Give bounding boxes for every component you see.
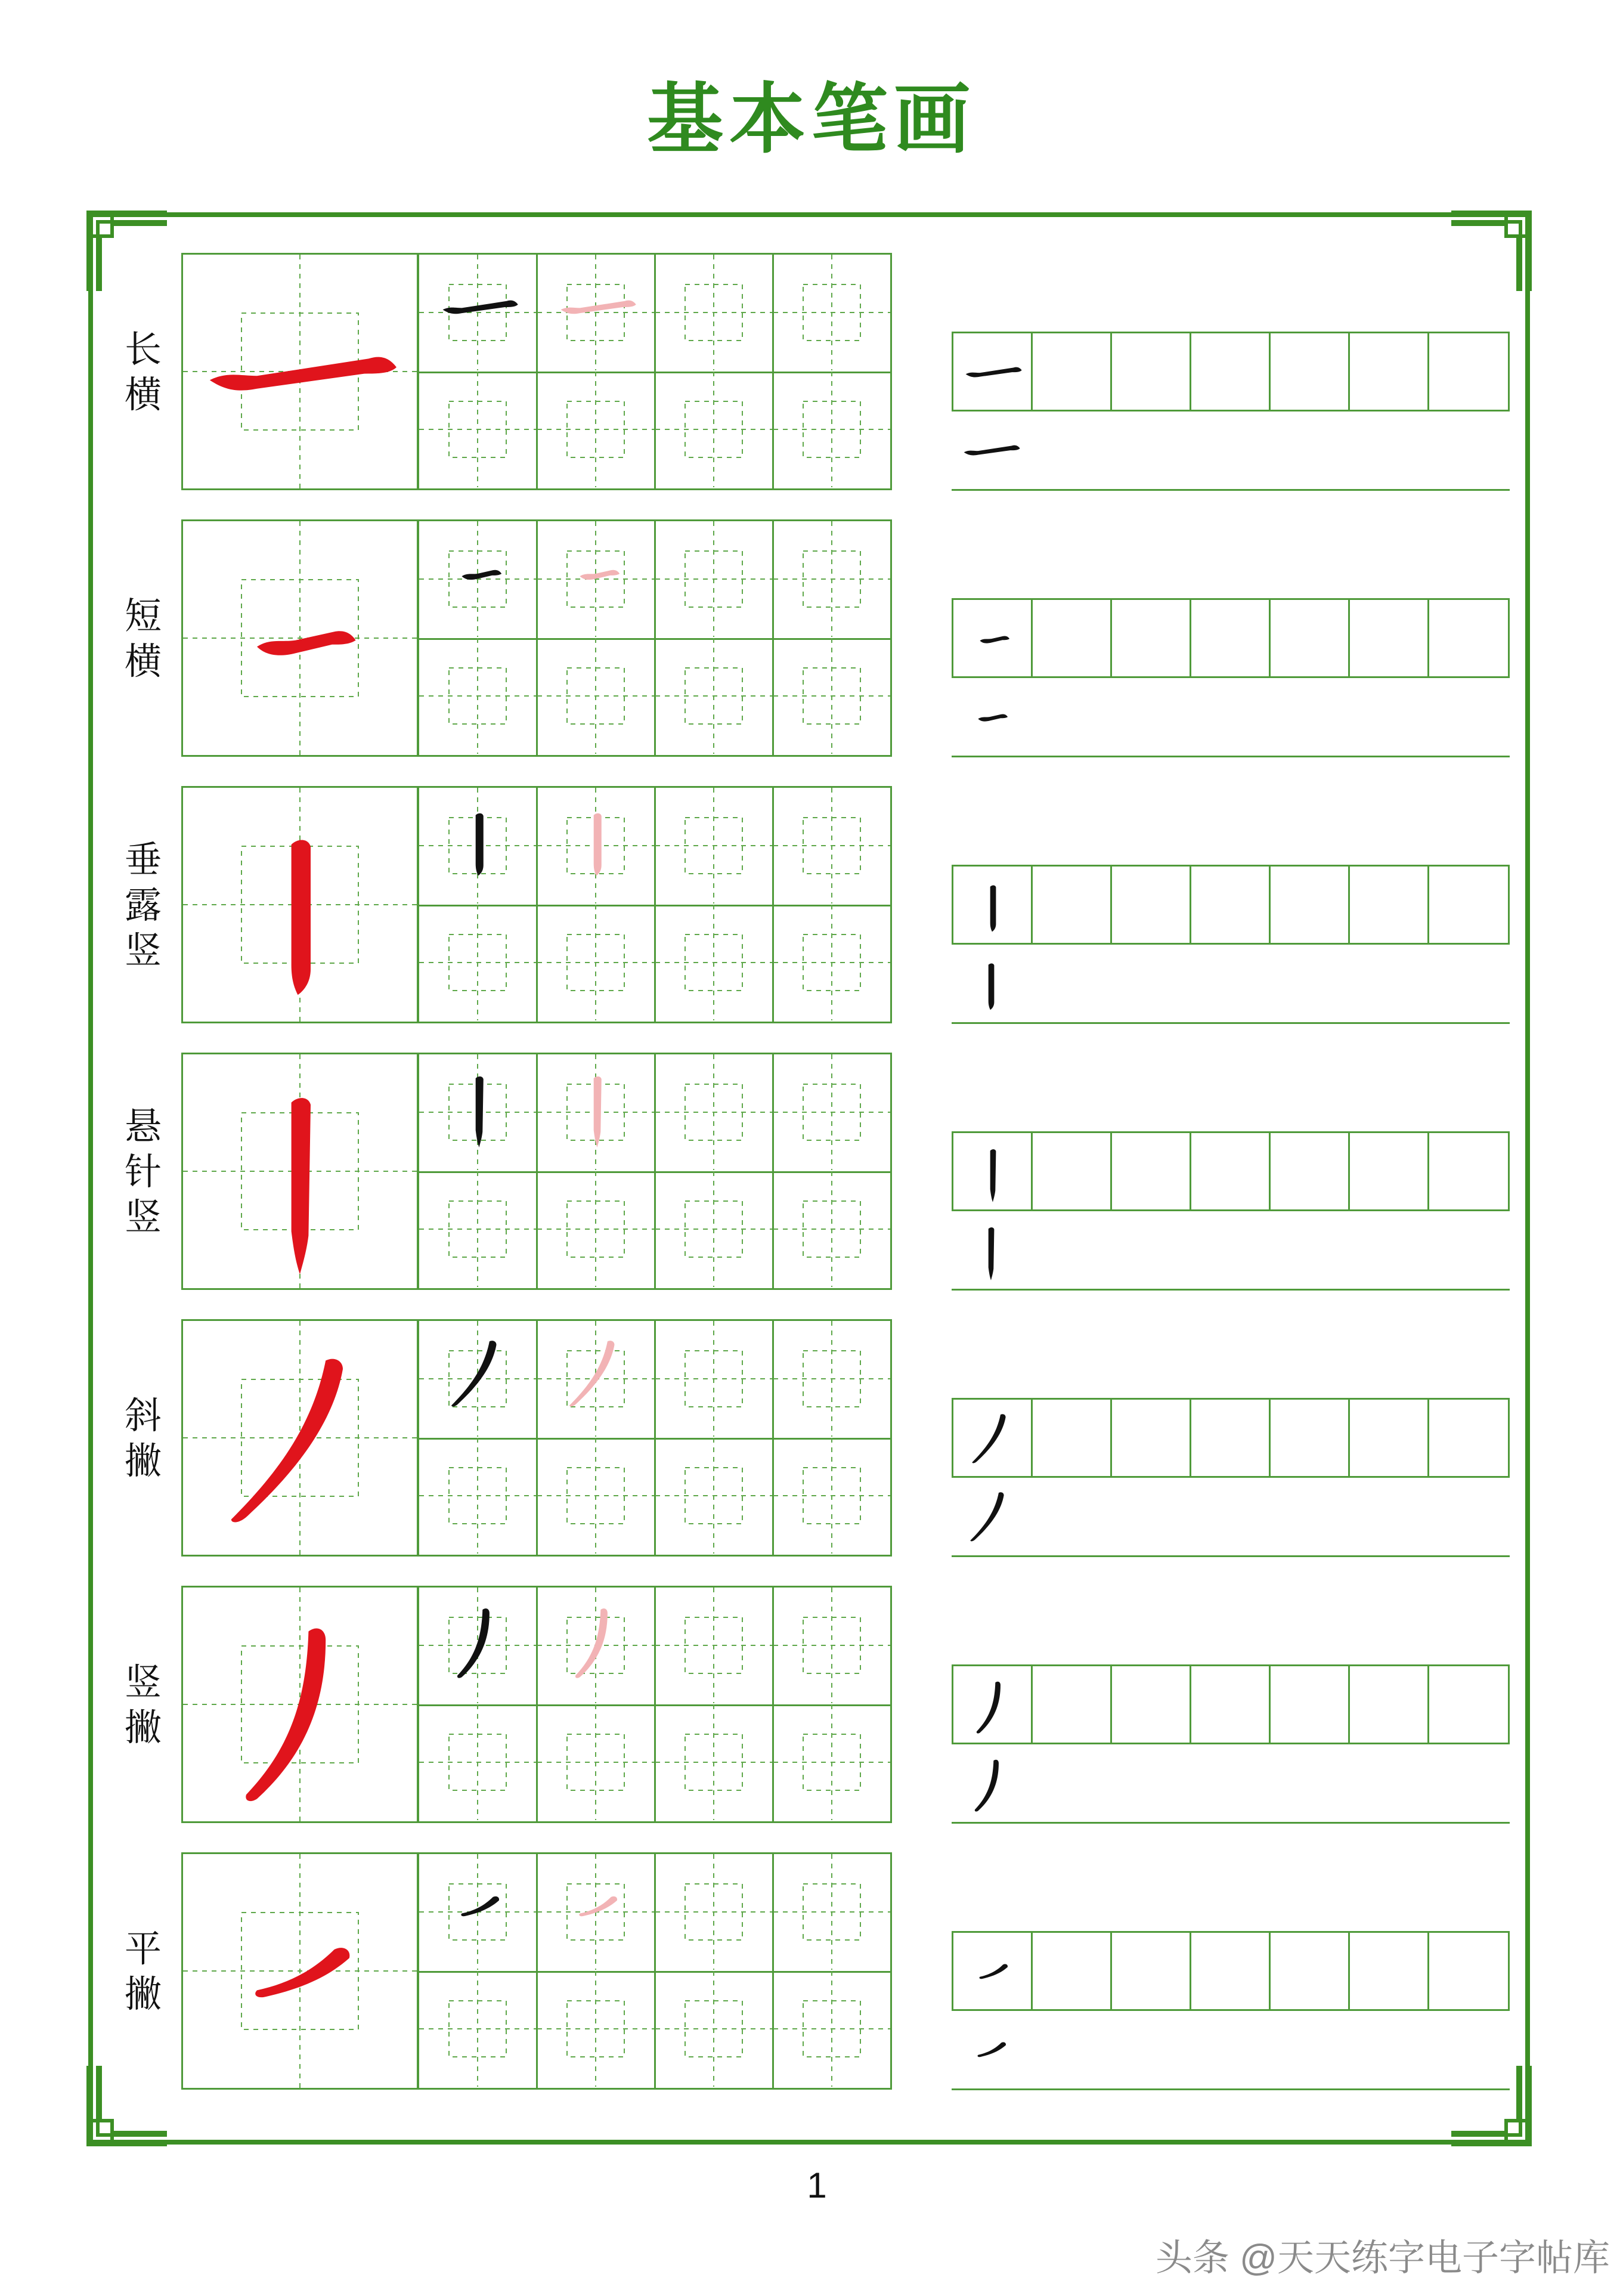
- sample-stroke: [980, 1964, 1008, 1979]
- practice-cell[interactable]: [537, 372, 656, 490]
- copy-box[interactable]: [1429, 1133, 1509, 1209]
- practice-grid: [417, 1586, 892, 1823]
- sample-stroke: [975, 1760, 999, 1812]
- practice-cell[interactable]: [537, 1588, 656, 1706]
- practice-cell[interactable]: [773, 905, 892, 1023]
- copy-box[interactable]: [1033, 333, 1112, 410]
- copy-box[interactable]: [1033, 1400, 1112, 1476]
- trace-stroke: [569, 1341, 614, 1406]
- practice-cell[interactable]: [655, 1321, 774, 1440]
- demo-stroke: [292, 1098, 311, 1274]
- sample-stroke: [970, 1492, 1003, 1541]
- writing-line[interactable]: [952, 1555, 1510, 1557]
- copy-box[interactable]: [1350, 867, 1429, 943]
- practice-cell[interactable]: [655, 372, 774, 490]
- practice-cell[interactable]: [655, 521, 774, 640]
- practice-cell[interactable]: [419, 1171, 538, 1290]
- practice-cell[interactable]: [419, 638, 538, 757]
- stroke-row: [0, 253, 1623, 491]
- practice-cell[interactable]: [773, 1054, 892, 1173]
- stroke-name-char: 针: [124, 1150, 162, 1193]
- stroke-name-label: [113, 1852, 173, 2091]
- trace-stroke: [594, 1076, 602, 1147]
- practice-cell[interactable]: [537, 1321, 656, 1440]
- copy-box[interactable]: [1350, 1933, 1429, 2009]
- sample-stroke: [966, 367, 1022, 377]
- practice-cell[interactable]: [419, 1854, 538, 1973]
- copy-box[interactable]: [953, 600, 1033, 676]
- sample-stroke: [461, 1896, 499, 1916]
- copy-box[interactable]: [1271, 333, 1350, 410]
- practice-cell[interactable]: [537, 905, 656, 1023]
- practice-cell[interactable]: [655, 638, 774, 757]
- copy-box[interactable]: [1191, 1400, 1271, 1476]
- practice-cell[interactable]: [537, 255, 656, 373]
- free-line-sample: [952, 1746, 1035, 1822]
- practice-cell[interactable]: [655, 788, 774, 906]
- practice-cell[interactable]: [773, 521, 892, 640]
- sample-stroke: [990, 1149, 996, 1202]
- copy-box[interactable]: [1350, 1133, 1429, 1209]
- copy-box[interactable]: [1350, 1666, 1429, 1743]
- practice-cell[interactable]: [655, 1854, 774, 1973]
- sample-stroke: [980, 636, 1009, 643]
- copy-box[interactable]: [1271, 1133, 1350, 1209]
- practice-cell[interactable]: [537, 1704, 656, 1823]
- practice-cell[interactable]: [419, 788, 538, 906]
- stroke-name-label: [113, 519, 173, 758]
- copy-box[interactable]: [1429, 333, 1509, 410]
- demo-cell: [181, 1053, 419, 1290]
- copy-box[interactable]: [1429, 600, 1509, 676]
- practice-grid: [417, 786, 892, 1023]
- copy-box[interactable]: [1033, 1933, 1112, 2009]
- copy-box[interactable]: [1112, 867, 1191, 943]
- sample-stroke: [964, 445, 1020, 456]
- copy-box-row: [952, 865, 1510, 945]
- copy-box[interactable]: [1271, 867, 1350, 943]
- stroke-name-label: [113, 1586, 173, 1824]
- practice-cell[interactable]: [419, 905, 538, 1023]
- copy-box[interactable]: [1429, 867, 1509, 943]
- stroke-name-char: 悬: [124, 1104, 162, 1148]
- stroke-name-char: 露: [124, 883, 162, 927]
- copy-box[interactable]: [1191, 600, 1271, 676]
- practice-cell[interactable]: [773, 1854, 892, 1973]
- stroke-name-char: 长: [124, 327, 162, 371]
- demo-stroke: [255, 1948, 349, 1997]
- copy-box[interactable]: [1033, 600, 1112, 676]
- demo-cell: [181, 253, 419, 490]
- practice-cell[interactable]: [773, 638, 892, 757]
- practice-cell[interactable]: [655, 255, 774, 373]
- copy-box[interactable]: [1112, 333, 1191, 410]
- copy-box[interactable]: [1350, 600, 1429, 676]
- practice-cell[interactable]: [537, 1854, 656, 1973]
- free-line-sample: [952, 1212, 1035, 1289]
- sample-stroke: [989, 963, 995, 1010]
- stroke-name-char: 竖: [124, 929, 162, 972]
- free-line-sample: [952, 1479, 1035, 1555]
- practice-cell[interactable]: [773, 1438, 892, 1557]
- stroke-name-char: 平: [124, 1927, 162, 1970]
- stroke-name-char: 撇: [124, 1706, 162, 1749]
- copy-box[interactable]: [1271, 1666, 1350, 1743]
- writing-line[interactable]: [952, 1289, 1510, 1291]
- copy-box-row: [952, 1398, 1510, 1478]
- copy-box-row: [952, 598, 1510, 678]
- practice-grid: [417, 519, 892, 757]
- page-number: 1: [807, 2165, 827, 2205]
- copy-box[interactable]: [953, 1400, 1033, 1476]
- copy-box[interactable]: [1429, 1666, 1509, 1743]
- practice-cell[interactable]: [537, 1171, 656, 1290]
- practice-cell[interactable]: [655, 905, 774, 1023]
- copy-box[interactable]: [1350, 333, 1429, 410]
- stroke-row: [0, 1586, 1623, 1824]
- practice-cell[interactable]: [655, 1704, 774, 1823]
- practice-cell[interactable]: [419, 1704, 538, 1823]
- writing-line[interactable]: [952, 756, 1510, 757]
- practice-cell[interactable]: [537, 1054, 656, 1173]
- demo-cell: [181, 1852, 419, 2090]
- copy-box-row: [952, 332, 1510, 411]
- sample-stroke: [972, 1414, 1005, 1463]
- copy-box[interactable]: [1112, 1133, 1191, 1209]
- stroke-name-char: 垂: [124, 838, 162, 881]
- writing-line[interactable]: [952, 489, 1510, 491]
- copy-box[interactable]: [953, 867, 1033, 943]
- trace-stroke: [575, 1608, 608, 1678]
- stroke-row: [0, 1852, 1623, 2091]
- copy-box[interactable]: [1429, 1400, 1509, 1476]
- stroke-row: [0, 519, 1623, 758]
- demo-cell: [181, 786, 419, 1023]
- sample-stroke: [462, 570, 502, 580]
- stroke-name-label: [113, 786, 173, 1025]
- practice-cell[interactable]: [537, 638, 656, 757]
- free-line-sample: [952, 2012, 1035, 2088]
- demo-cell: [181, 1319, 419, 1557]
- practice-cell[interactable]: [537, 788, 656, 906]
- writing-line[interactable]: [952, 1022, 1510, 1024]
- stroke-name-label: [113, 1053, 173, 1291]
- copy-box-row: [952, 1931, 1510, 2011]
- practice-cell[interactable]: [419, 1438, 538, 1557]
- stroke-name-char: 竖: [124, 1195, 162, 1239]
- copy-box-row: [952, 1131, 1510, 1211]
- practice-cell[interactable]: [419, 1054, 538, 1173]
- copy-box[interactable]: [953, 1933, 1033, 2009]
- practice-cell[interactable]: [655, 1438, 774, 1557]
- copy-box-row: [952, 1664, 1510, 1744]
- practice-cell[interactable]: [773, 1171, 892, 1290]
- copy-box[interactable]: [1112, 1933, 1191, 2009]
- copy-box[interactable]: [1112, 600, 1191, 676]
- trace-stroke: [580, 570, 620, 580]
- free-line-sample: [952, 413, 1035, 489]
- practice-cell[interactable]: [773, 1588, 892, 1706]
- trace-stroke: [594, 813, 602, 876]
- sample-stroke: [476, 1076, 484, 1147]
- copy-box[interactable]: [953, 333, 1033, 410]
- practice-cell[interactable]: [537, 521, 656, 640]
- demo-stroke: [257, 631, 356, 655]
- practice-grid: [417, 253, 892, 490]
- writing-line[interactable]: [952, 1822, 1510, 1824]
- stroke-row: [0, 1053, 1623, 1291]
- practice-cell[interactable]: [773, 1704, 892, 1823]
- sample-stroke: [977, 1682, 1001, 1734]
- practice-cell[interactable]: [773, 1971, 892, 2090]
- sample-stroke: [457, 1608, 490, 1678]
- practice-cell[interactable]: [655, 1054, 774, 1173]
- sample-stroke: [989, 1227, 995, 1280]
- watermark: 头条 @天天练字电子字帖库: [1155, 2238, 1610, 2279]
- practice-grid: [417, 1319, 892, 1557]
- free-line-sample: [952, 946, 1035, 1022]
- copy-box[interactable]: [1429, 1933, 1509, 2009]
- practice-cell[interactable]: [773, 788, 892, 906]
- practice-cell[interactable]: [537, 1971, 656, 2090]
- copy-box[interactable]: [1271, 1400, 1350, 1476]
- practice-cell[interactable]: [773, 1321, 892, 1440]
- copy-box[interactable]: [1033, 1666, 1112, 1743]
- copy-box[interactable]: [1033, 867, 1112, 943]
- practice-cell[interactable]: [773, 255, 892, 373]
- practice-grid: [417, 1852, 892, 2090]
- practice-cell[interactable]: [655, 1588, 774, 1706]
- practice-cell[interactable]: [419, 372, 538, 490]
- practice-cell[interactable]: [419, 1588, 538, 1706]
- copy-box[interactable]: [1191, 867, 1271, 943]
- stroke-name-char: 竖: [124, 1660, 162, 1704]
- practice-cell[interactable]: [419, 1321, 538, 1440]
- copy-box[interactable]: [953, 1133, 1033, 1209]
- trace-stroke: [579, 1896, 617, 1916]
- demo-stroke: [231, 1359, 343, 1523]
- copy-box[interactable]: [1271, 600, 1350, 676]
- copy-box[interactable]: [953, 1666, 1033, 1743]
- demo-cell: [181, 1586, 419, 1823]
- copy-box[interactable]: [1112, 1666, 1191, 1743]
- copy-box[interactable]: [1350, 1400, 1429, 1476]
- practice-cell[interactable]: [537, 1438, 656, 1557]
- free-line-sample: [952, 679, 1035, 756]
- page-title: 基本笔画: [646, 75, 976, 164]
- practice-cell[interactable]: [419, 255, 538, 373]
- stroke-row: [0, 786, 1623, 1025]
- copy-box[interactable]: [1033, 1133, 1112, 1209]
- stroke-name-label: [113, 253, 173, 491]
- practice-cell[interactable]: [655, 1971, 774, 2090]
- sample-stroke: [476, 813, 484, 876]
- stroke-name-char: 横: [124, 639, 162, 683]
- demo-cell: [181, 519, 419, 757]
- demo-stroke: [292, 840, 311, 995]
- copy-box[interactable]: [1271, 1933, 1350, 2009]
- stroke-name-label: [113, 1319, 173, 1558]
- stroke-name-char: 撇: [124, 1972, 162, 2016]
- practice-cell[interactable]: [419, 521, 538, 640]
- copy-box[interactable]: [1191, 1933, 1271, 2009]
- demo-stroke: [210, 357, 397, 391]
- stroke-name-char: 撇: [124, 1439, 162, 1483]
- sample-stroke: [451, 1341, 496, 1406]
- copy-box[interactable]: [1112, 1400, 1191, 1476]
- practice-grid: [417, 1053, 892, 1290]
- stroke-name-char: 斜: [124, 1394, 162, 1437]
- writing-line[interactable]: [952, 2088, 1510, 2090]
- practice-cell[interactable]: [655, 1171, 774, 1290]
- practice-cell[interactable]: [419, 1971, 538, 2090]
- demo-stroke: [246, 1629, 326, 1802]
- stroke-name-char: 短: [124, 594, 162, 638]
- sample-stroke: [978, 2042, 1006, 2057]
- copy-box[interactable]: [1191, 333, 1271, 410]
- sample-stroke: [990, 885, 996, 932]
- copy-box[interactable]: [1191, 1133, 1271, 1209]
- stroke-row: [0, 1319, 1623, 1558]
- sample-stroke: [978, 714, 1008, 721]
- stroke-name-char: 横: [124, 373, 162, 416]
- copy-box[interactable]: [1191, 1666, 1271, 1743]
- practice-cell[interactable]: [773, 372, 892, 490]
